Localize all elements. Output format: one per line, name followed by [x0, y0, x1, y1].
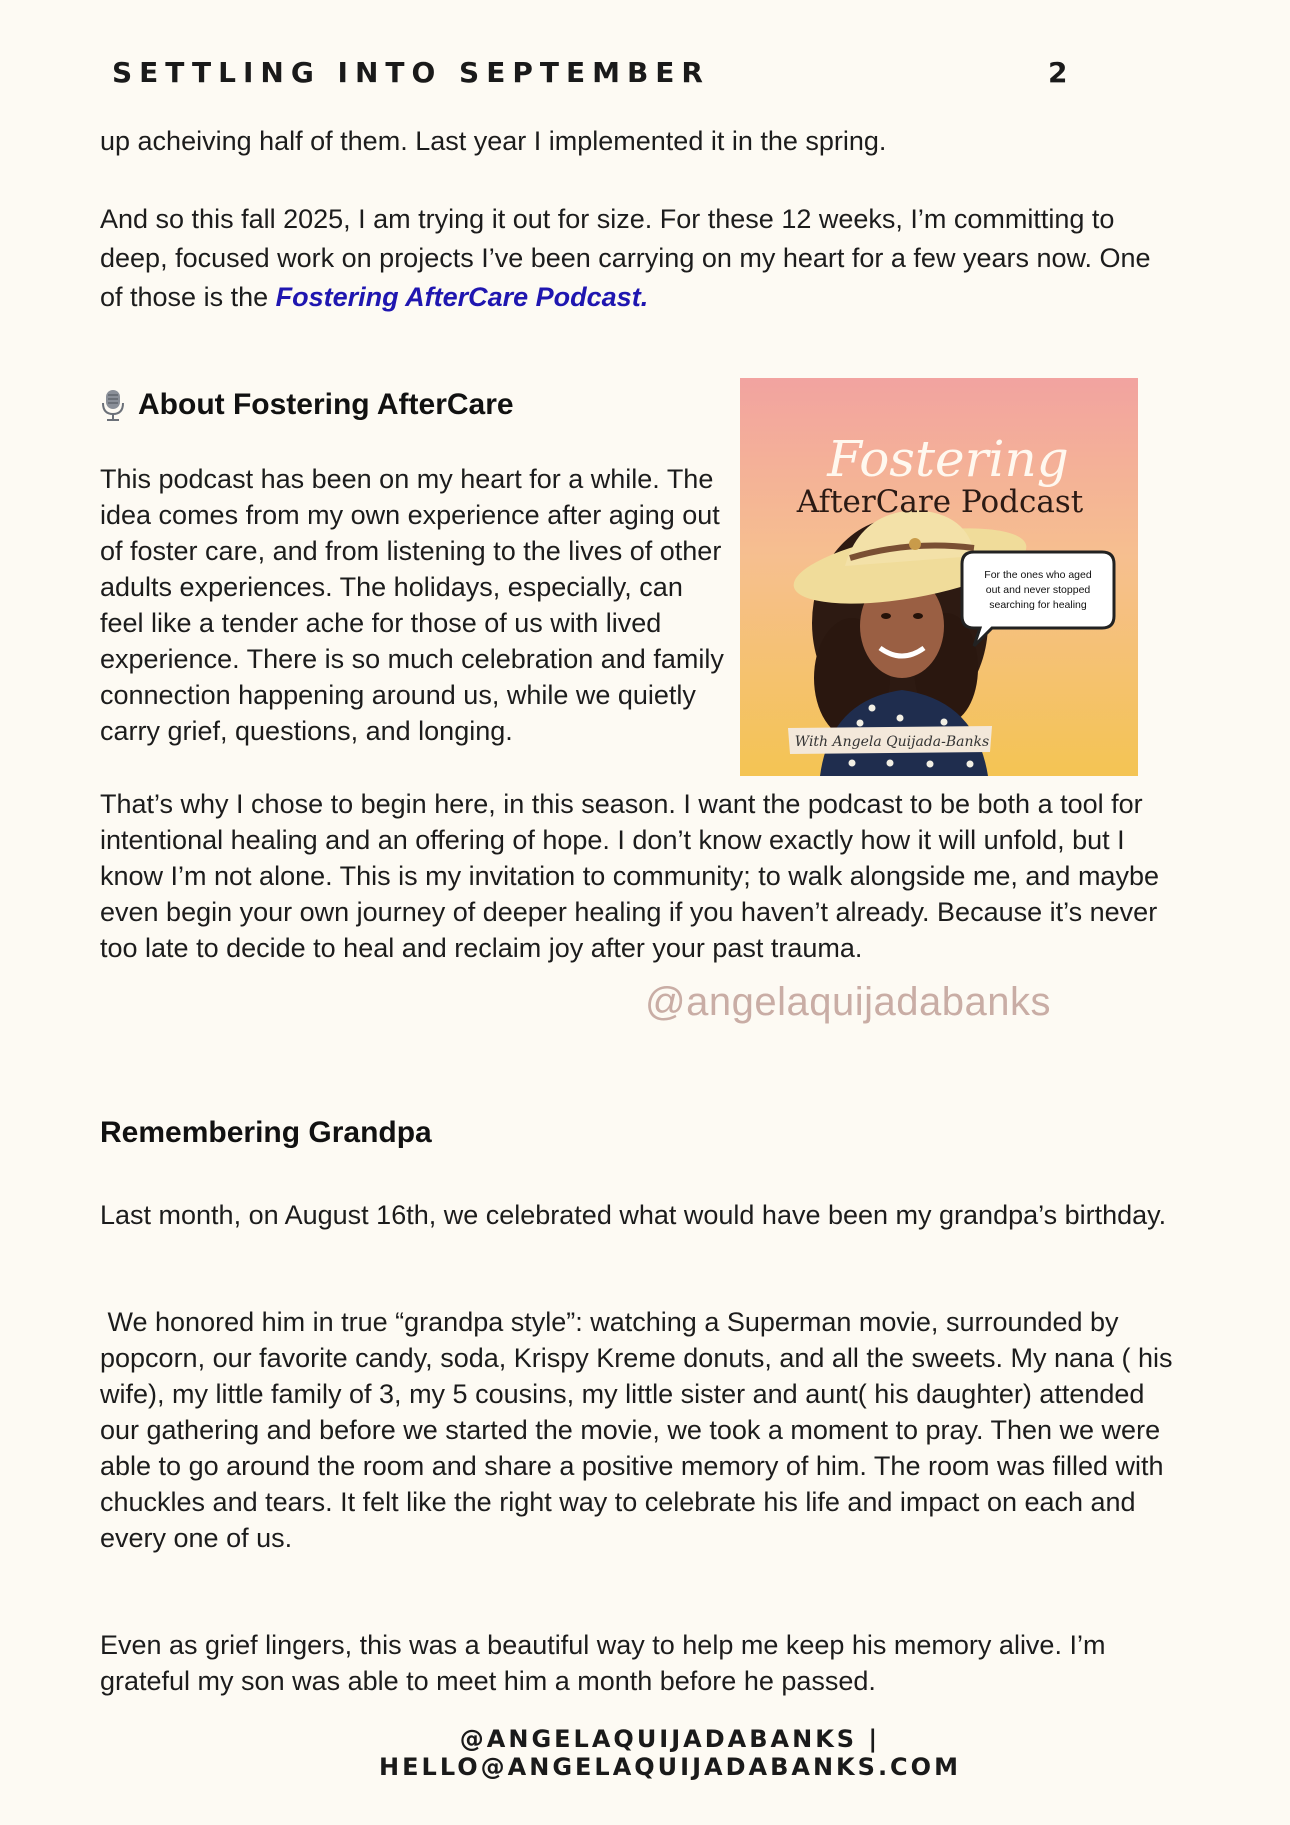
intro-paragraph-1: up acheiving half of them. Last year I implemented it in the spring.	[100, 126, 887, 156]
grandpa-heading: Remembering Grandpa	[100, 1116, 432, 1149]
page-number: 2	[1048, 56, 1068, 89]
cover-bubble-line-3: searching for healing	[989, 599, 1087, 611]
about-heading	[100, 388, 514, 422]
about-heading-text: About Fostering AfterCare	[138, 388, 514, 421]
cover-title-serif: AfterCare Podcast	[796, 484, 1084, 520]
about-paragraph-1: This podcast has been on my heart for a while. The idea comes from my own experience after aging out of foster care, and from listening to the lives of other adults experiences. The holidays, especially, can feel like a tender ache for those of us with lived experience. There is so much celebration and family connection happening around us, while we quietly carry grief, questions, and longing.	[100, 464, 724, 746]
microphone-icon	[100, 389, 126, 421]
cover-host: With Angela Quijada-Banks	[794, 734, 990, 750]
header-title: SETTLING INTO SEPTEMBER	[112, 56, 710, 89]
podcast-cover-image	[740, 378, 1138, 776]
grandpa-paragraph-1: Last month, on August 16th, we celebrated what would have been my grandpa’s birthday.	[100, 1200, 1167, 1230]
cover-bubble-line-1: For the ones who aged	[984, 569, 1092, 581]
cover-title-script: Fostering	[827, 430, 1069, 488]
footer-contact: @ANGELAQUIJADABANKS | HELLO@ANGELAQUIJADABANKS.COM	[379, 1725, 961, 1781]
about-paragraph-2: That’s why I chose to begin here, in this season. I want the podcast to be both a tool for intentional healing and an offering of hope. I don’t know exactly how it will unfold, but I know I’m not alone. This is my invitation to community; to walk alongside me, and maybe even begin your own journey of deeper healing if you haven’t already. Because it’s never too late to decide to heal and reclaim joy after your past trauma.	[100, 789, 1159, 963]
intro-paragraph-2-text: And so this fall 2025, I am trying it out for size. For these 12 weeks, I’m committing to deep, focused work on projects I’ve been carrying on my heart for a few years now. One of those is the	[100, 204, 1151, 312]
podcast-link[interactable]: Fostering AfterCare Podcast.	[275, 282, 649, 312]
grandpa-paragraph-3: Even as grief lingers, this was a beautiful way to help me keep his memory alive. I’m grateful my son was able to meet him a month before he passed.	[100, 1630, 1106, 1696]
intro-paragraph-2	[100, 200, 1180, 317]
cover-bubble-line-2: out and never stopped	[985, 584, 1091, 596]
grandpa-paragraph-2: We honored him in true “grandpa style”: watching a Superman movie, surrounded by popcorn, our favorite candy, soda, Krispy Kreme donuts, and all the sweets. My nana ( his wife), my little family of 3, my 5 cousins, my little sister and aunt( his daughter) attended our gathering and before we started the movie, we took a moment to pray. Then we were able to go around the room and share a positive memory of him. The room was filled with chuckles and tears. It felt like the right way to celebrate his life and impact on each and every one of us.	[100, 1307, 1181, 1553]
handle-watermark: @angelaquijadabanks	[645, 980, 1051, 1024]
